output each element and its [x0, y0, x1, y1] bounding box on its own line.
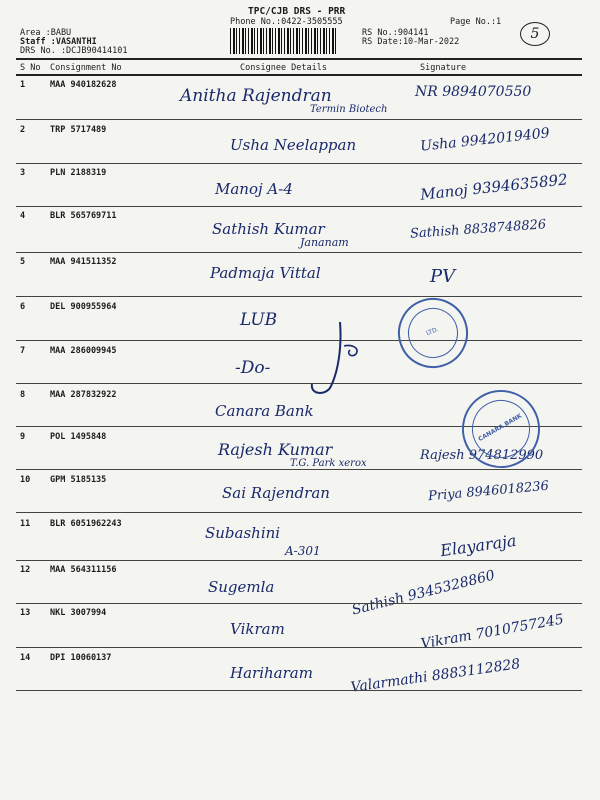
col-consignee: Consignee Details — [240, 63, 327, 73]
handwritten-consignee: Usha Neelappan — [230, 136, 357, 154]
company-seal-stamp: LTD. — [388, 288, 478, 378]
row-consignment: NKL 3007994 — [50, 608, 107, 618]
row-consignment: BLR 565769711 — [50, 211, 117, 221]
row-sno: 8 — [20, 390, 26, 400]
row-divider — [16, 469, 582, 470]
handwritten-consignee: LUB — [240, 310, 278, 330]
row-sno: 11 — [20, 519, 31, 529]
col-signature: Signature — [420, 63, 467, 73]
handwritten-signature: Priya 8946018236 — [427, 478, 550, 505]
sheet-title: TPC/CJB DRS - PRR — [248, 6, 346, 17]
handwritten-signature: Vikram 7010757245 — [419, 611, 565, 653]
staff-label: Staff :VASANTHI — [20, 37, 97, 47]
row-sno: 13 — [20, 608, 31, 618]
row-consignment: GPM 5185135 — [50, 475, 107, 485]
handwritten-consignee: Anitha Rajendran — [180, 86, 332, 106]
col-sno: S No — [20, 63, 41, 73]
row-divider — [16, 119, 582, 120]
handwritten-consignee: Canara Bank — [215, 402, 314, 420]
signature-scrawl-icon — [300, 318, 380, 398]
handwritten-consignee: Sai Rajendran — [222, 484, 330, 502]
row-divider — [16, 560, 582, 561]
row-sno: 2 — [20, 125, 26, 135]
barcode-icon — [230, 28, 336, 54]
page-number: Page No.:1 — [450, 17, 502, 27]
row-consignment: POL 1495848 — [50, 432, 107, 442]
row-sno: 9 — [20, 432, 26, 442]
handwritten-consignee: Rajesh Kumar — [218, 440, 333, 459]
handwritten-signature: NR 9894070550 — [415, 84, 532, 100]
row-sno: 4 — [20, 211, 26, 221]
row-consignment: MAA 940182628 — [50, 80, 117, 90]
handwritten-signature: Manoj 9394635892 — [419, 170, 569, 204]
handwritten-consignee-note: Jananam — [300, 236, 349, 249]
handwritten-consignee: Sathish Kumar — [212, 220, 325, 238]
row-sno: 7 — [20, 346, 26, 356]
row-sno: 14 — [20, 653, 31, 663]
handwritten-signature: Rajesh 974812990 — [420, 448, 544, 463]
handwritten-consignee: -Do- — [235, 358, 271, 378]
handwritten-consignee-note: T.G. Park xerox — [290, 458, 367, 469]
row-divider — [16, 647, 582, 648]
handwritten-consignee: Sugemla — [208, 578, 275, 596]
row-divider — [16, 690, 582, 691]
header-rule — [16, 58, 582, 60]
row-sno: 12 — [20, 565, 31, 575]
row-sno: 3 — [20, 168, 26, 178]
row-consignment: MAA 287832922 — [50, 390, 117, 400]
row-consignment: DEL 900955964 — [50, 302, 117, 312]
handwritten-consignee: Vikram — [230, 620, 285, 638]
header-rule-bottom — [16, 74, 582, 76]
row-consignment: BLR 6051962243 — [50, 519, 122, 529]
row-consignment: MAA 564311156 — [50, 565, 117, 575]
handwritten-signature: PV — [430, 266, 456, 287]
handwritten-signature: Valarmathi 8883112828 — [349, 656, 522, 696]
handwritten-consignee: Subashini — [205, 524, 281, 542]
circled-number: 5 — [520, 22, 550, 46]
row-divider — [16, 383, 582, 384]
row-sno: 6 — [20, 302, 26, 312]
handwritten-signature: Sathish 8838748826 — [409, 217, 547, 242]
row-sno: 10 — [20, 475, 31, 485]
rs-number: RS No.:904141 — [362, 28, 429, 38]
row-sno: 1 — [20, 80, 26, 90]
row-divider — [16, 512, 582, 513]
row-divider — [16, 252, 582, 253]
handwritten-signature: Usha 9942019409 — [419, 125, 551, 155]
rs-date: RS Date:10-Mar-2022 — [362, 37, 460, 47]
row-consignment: PLN 2188319 — [50, 168, 107, 178]
row-divider — [16, 163, 582, 164]
row-divider — [16, 296, 582, 297]
handwritten-consignee-note: A-301 — [285, 544, 321, 558]
handwritten-signature: Sathish 9345328860 — [350, 567, 497, 619]
handwritten-consignee-note: Termin Biotech — [310, 104, 388, 115]
row-divider — [16, 603, 582, 604]
row-consignment: MAA 286009945 — [50, 346, 117, 356]
phone-number: Phone No.:0422-3505555 — [230, 17, 343, 27]
area-label: Area :BABU — [20, 28, 72, 38]
row-consignment: MAA 941511352 — [50, 257, 117, 267]
drs-number: DRS No. :DCJB90414101 — [20, 46, 128, 56]
row-divider — [16, 340, 582, 341]
row-sno: 5 — [20, 257, 26, 267]
handwritten-consignee: Hariharam — [230, 664, 313, 682]
handwritten-signature: Elayaraja — [439, 530, 518, 561]
row-divider — [16, 206, 582, 207]
bank-seal-stamp: CANARA BANK — [448, 376, 555, 483]
handwritten-consignee: Padmaja Vittal — [210, 264, 321, 282]
row-consignment: DPI 10060137 — [50, 653, 112, 663]
col-consignment: Consignment No — [50, 63, 122, 73]
row-consignment: TRP 5717489 — [50, 125, 107, 135]
handwritten-consignee: Manoj A-4 — [215, 180, 293, 198]
